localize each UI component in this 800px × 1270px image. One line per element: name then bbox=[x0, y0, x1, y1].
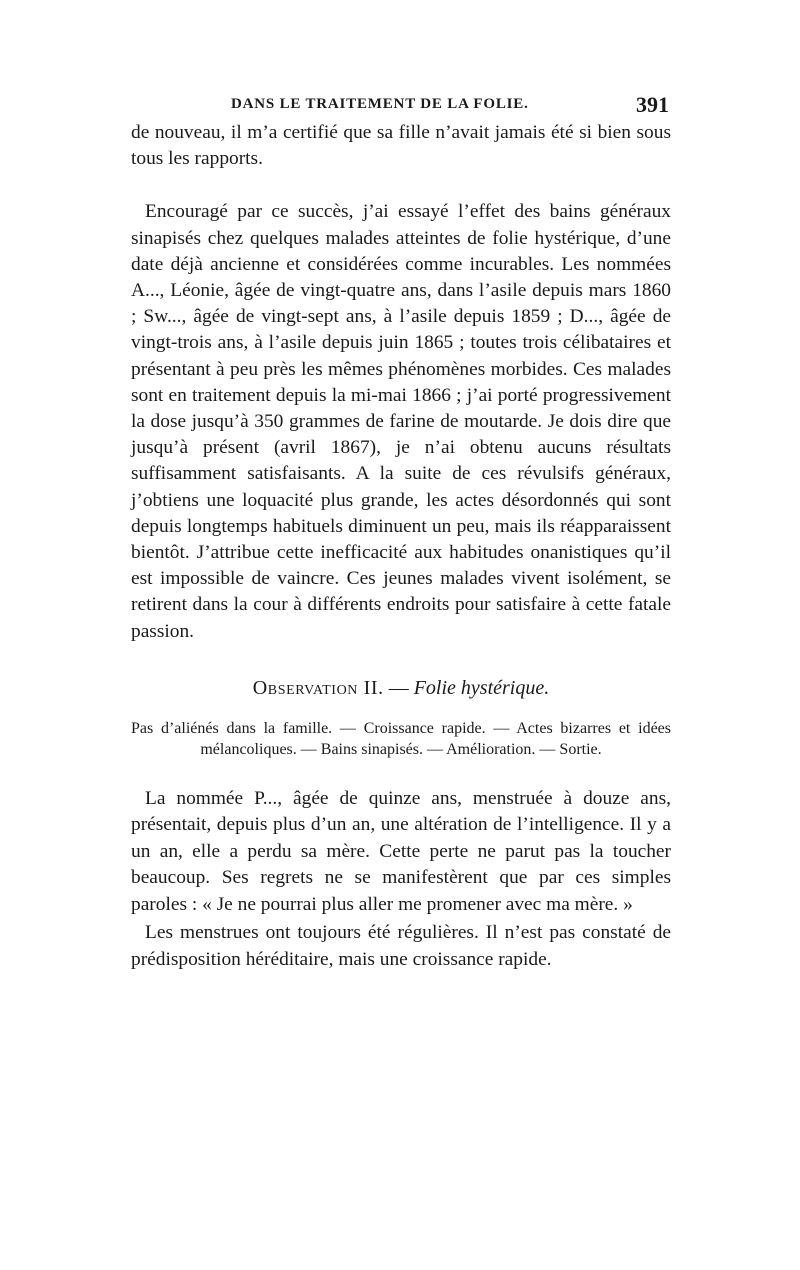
paragraph-continuation: de nouveau, il m’a certifié que sa fille n’avait jamais été si bien sous tous les rapports. bbox=[131, 122, 671, 170]
paragraph-sinapism-trial: Encouragé par ce succès, j’ai essayé l’effet des bains généraux sinapisés chez quelques malades atteintes de folie hystérique, d’une date déjà ancienne et considérées comme incurables. Les nommées A..., Léonie, âgée de vingt-quatre ans, dans l’asile depuis mars 1860 ; Sw..., âgée de vingt-sept ans, à l’asile depuis 1859 ; D..., âgée de vingt-trois ans, à l’asile depuis juin 1865 ; toutes trois célibataires et présentant à peu près les mêmes phénomènes morbides. Ces malades sont en traitement depuis la mi-mai 1866 ; j’ai porté progressivement la dose jusqu’à 350 grammes de farine de moutarde. Je dois dire que jusqu’à présent (avril 1867), je n’ai obtenu aucuns résultats suffisamment satisfaisants. A la suite de ces révulsifs généraux, j’obtiens une loquacité plus grande, les actes désordonnés qui sont depuis longtemps habituels diminuent un peu, mais ils réapparaissent bientôt. J’attribue cette inefficacité aux habitudes onanistiques qu’il est impossible de vaincre. Ces jeunes malades vivent isolément, se retirent dans la cour à différents endroits pour satisfaire à cette fatale passion. bbox=[131, 201, 671, 642]
observation-summary: Pas d’aliénés dans la famille. — Croissance rapide. — Actes bizarres et idées mélancoliques. — Bains sinapisés. — Amélioration. — Sortie. bbox=[131, 719, 671, 758]
observation-heading bbox=[131, 675, 671, 701]
running-title: DANS LE TRAITEMENT DE LA FOLIE. bbox=[231, 96, 529, 112]
paragraph-case-menstrues: Les menstrues ont toujours été régulières. Il n’est pas constaté de prédisposition héréditaire, mais une croissance rapide. bbox=[131, 922, 671, 970]
running-head bbox=[131, 92, 671, 120]
paragraph-case-intro: La nommée P..., âgée de quinze ans, menstruée à douze ans, présentait, depuis plus d’un an, une altération de l’intelligence. Il y a un an, elle a perdu sa mère. Cette perte ne parut pas la toucher beaucoup. Ses regrets ne se manifestèrent que par ces simples paroles : « Je ne pourrai plus aller me promener avec ma mère. » bbox=[131, 787, 671, 915]
observation-dash: — bbox=[383, 676, 414, 699]
observation-subject: Folie hystérique. bbox=[413, 676, 550, 699]
page-number: 391 bbox=[636, 92, 669, 117]
observation-label: Observation II. bbox=[252, 676, 384, 699]
book-page bbox=[131, 92, 671, 973]
case-text bbox=[131, 786, 671, 974]
